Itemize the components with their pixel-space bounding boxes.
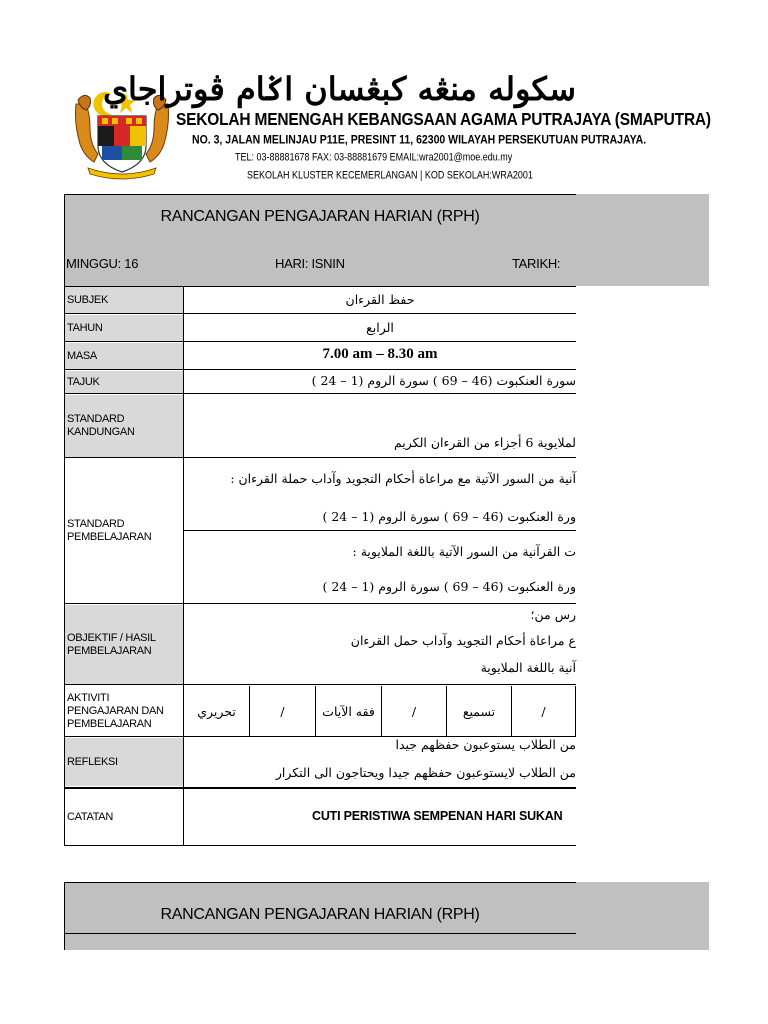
aktiviti-cell-fiqh: فقه الآيات	[322, 703, 375, 719]
tarikh-field: TARIKH:	[512, 256, 561, 271]
hari-field: HARI: ISNIN	[275, 256, 345, 271]
tahun-value: الرابع	[366, 320, 394, 335]
school-name-jawi: سکوله منڠه کبڠسان اݢام ڤوتراجاي	[102, 70, 576, 108]
standard-pembelajaran-line3-wrap	[185, 541, 576, 565]
objektif-line2-wrap	[185, 630, 576, 654]
subjek-value: حفظ القرءان	[345, 292, 415, 307]
aktiviti-cell-slash: /	[411, 703, 417, 719]
label-tajuk: TAJUK	[65, 371, 183, 393]
tajuk-value-wrap	[185, 370, 576, 394]
divider	[64, 313, 576, 314]
standard-kandungan-value-wrap	[185, 432, 576, 456]
label-aktiviti: AKTIVITI PENGAJARAN DAN PEMBELAJARAN	[65, 686, 183, 736]
standard-pembelajaran-line2: ورة العنكبوت (46 – 69 ) سورة الروم (1 – 24 )	[322, 509, 576, 524]
standard-pembelajaran-line4-wrap	[185, 576, 576, 600]
objektif-line3-wrap	[185, 657, 576, 681]
divider	[64, 457, 576, 458]
standard-pembelajaran-line1: آنية من السور الآتية مع مراعاة أحكام التجويد وآداب حملة القرءان :	[230, 471, 576, 486]
school-name: SEKOLAH MENENGAH KEBANGSAAN AGAMA PUTRAJAYA (SMAPUTRA)	[176, 110, 711, 130]
label-objektif: OBJEKTIF / HASIL PEMBELAJARAN	[65, 605, 183, 684]
label-tahun: TAHUN	[65, 315, 183, 341]
objektif-line1-wrap	[185, 604, 576, 628]
objektif-line1: رس من؛	[530, 607, 576, 622]
divider	[183, 286, 184, 846]
divider	[64, 286, 576, 287]
divider	[64, 787, 576, 789]
standard-pembelajaran-line1-wrap	[185, 468, 576, 492]
form-title: RANCANGAN PENGAJARAN HARIAN (RPH)	[160, 208, 480, 225]
masa-value: 7.00 am – 8.30 am	[322, 346, 438, 362]
label-catatan: CATATAN	[65, 789, 183, 845]
school-contact: TEL: 03-88881678 FAX: 03-88881679 EMAIL:wra2001@moe.edu.my	[235, 151, 513, 163]
divider	[64, 684, 576, 685]
label-standard-pembelajaran: STANDARD PEMBELAJARAN	[65, 459, 183, 603]
standard-pembelajaran-line3: ت القرآنية من السور الآتية باللغة الملايوية :	[352, 544, 576, 559]
tajuk-value: سورة العنكبوت (46 – 69 ) سورة الروم (1 – 24 )	[311, 373, 576, 388]
label-standard-kandungan: STANDARD KANDUNGAN	[65, 395, 183, 457]
refleksi-line1-wrap	[185, 734, 576, 758]
standard-kandungan-value: لملايوية 6 أجزاء من القرءان الكريم	[393, 435, 576, 450]
label-refleksi: REFLEKSI	[65, 738, 183, 786]
label-masa: MASA	[65, 343, 183, 369]
refleksi-line2-wrap	[185, 762, 576, 786]
divider	[64, 194, 576, 195]
aktiviti-cell-slash: /	[280, 703, 285, 719]
divider	[575, 686, 576, 736]
form2-title: RANCANGAN PENGAJARAN HARIAN (RPH)	[160, 906, 480, 923]
divider	[183, 530, 576, 531]
objektif-line2: ع مراعاة أحكام التجويد وآداب حمل القرءان	[350, 633, 576, 648]
school-address: NO. 3, JALAN MELINJAU P11E, PRESINT 11, 62300 WILAYAH PERSEKUTUAN PUTRAJAYA.	[192, 133, 647, 147]
divider	[64, 882, 576, 883]
catatan-value: CUTI PERISTIWA SEMPENAN HARI SUKAN	[312, 809, 563, 823]
label-subjek: SUBJEK	[65, 287, 183, 313]
aktiviti-cell-tahriri: تحريري	[197, 703, 236, 719]
school-cluster: SEKOLAH KLUSTER KECEMERLANGAN | KOD SEKOLAH:WRA2001	[247, 169, 533, 181]
divider	[64, 845, 576, 846]
standard-pembelajaran-line4: ورة العنكبوت (46 – 69 ) سورة الروم (1 – 24 )	[322, 579, 576, 594]
aktiviti-cell-tasmi: تسميع	[462, 703, 496, 719]
refleksi-line2: من الطلاب لايستوعبون حفظهم جيدا ويحتاجون الى التكرار	[275, 765, 576, 780]
objektif-line3: آنية باللغة الملايوية	[480, 660, 576, 675]
refleksi-line1: من الطلاب يستوعبون حفظهم جيدا	[395, 737, 576, 752]
minggu-field: MINGGU: 16	[66, 256, 139, 271]
aktiviti-cell-slash: /	[541, 703, 546, 719]
divider	[64, 341, 576, 342]
standard-pembelajaran-line2-wrap	[185, 506, 576, 530]
divider	[64, 933, 576, 934]
